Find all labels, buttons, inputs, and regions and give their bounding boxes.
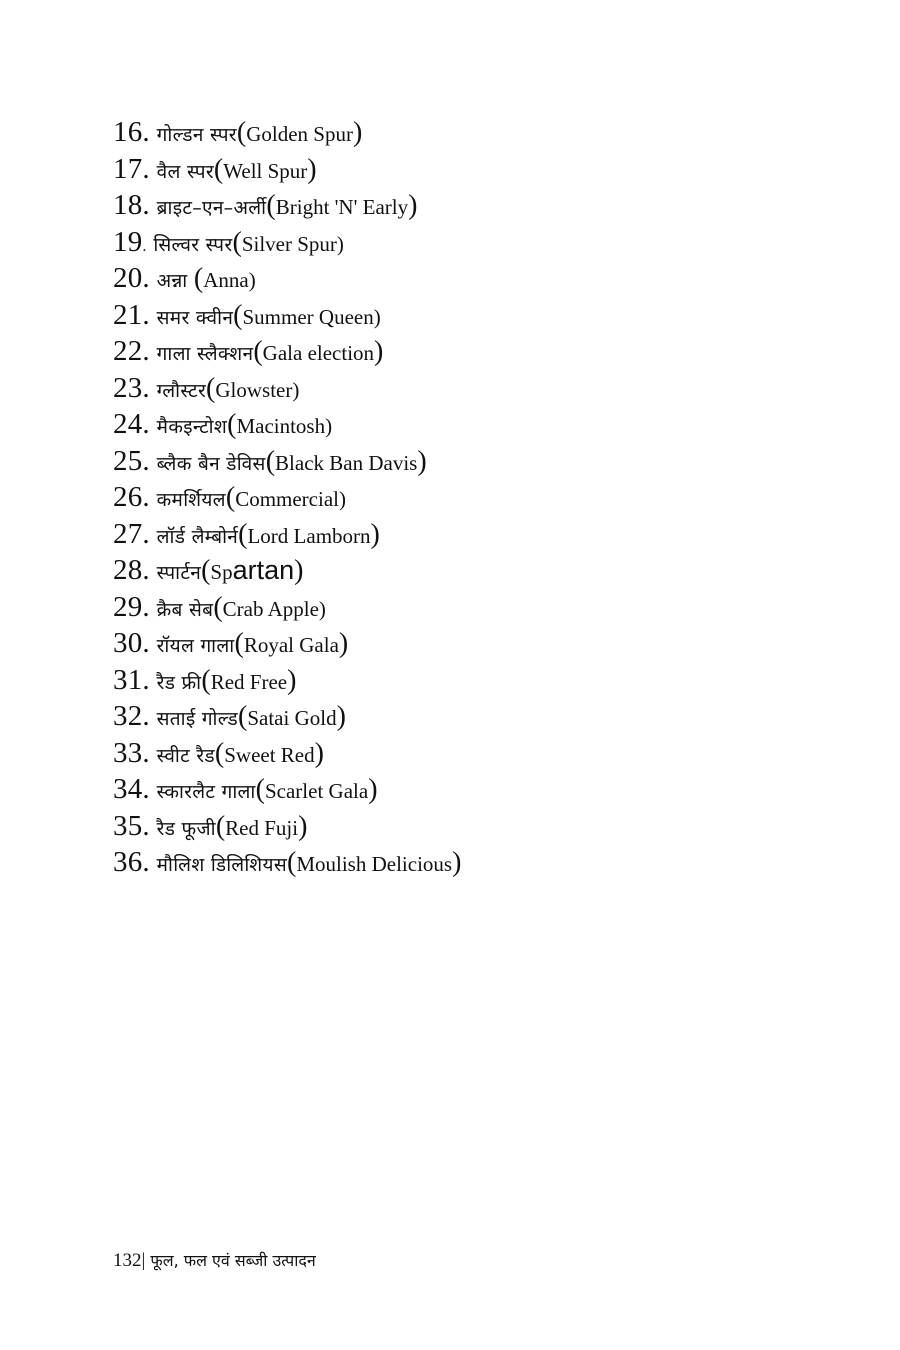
hindi-name: वैल स्पर [156, 160, 214, 183]
item-number: 23 [113, 371, 143, 404]
english-name: Summer Queen [242, 304, 374, 329]
hindi-name: रैड फूजी [156, 817, 216, 840]
close-paren: ) [339, 487, 346, 511]
english-name: Satai Gold [247, 706, 337, 730]
english-name: Silver Spur [241, 231, 337, 256]
item-dot: . [142, 116, 150, 148]
hindi-name: सिल्वर स्पर [153, 233, 233, 256]
list-item [113, 735, 461, 772]
open-paren: ( [236, 117, 247, 148]
list-item [113, 771, 461, 808]
list-item [113, 552, 461, 589]
close-paren: ) [417, 445, 427, 477]
open-paren: ( [238, 701, 248, 732]
list-item [113, 151, 461, 188]
hindi-name: क्रैब सेब [156, 598, 214, 621]
hindi-name: गाला स्लैक्शन [156, 343, 254, 365]
list-item [113, 844, 461, 881]
open-paren: ( [265, 445, 276, 477]
close-paren: ) [294, 555, 304, 586]
item-dot: . [142, 335, 150, 367]
list-item [113, 698, 461, 735]
list-item [113, 808, 461, 845]
close-paren: ) [352, 117, 363, 148]
item-dot: . [142, 262, 150, 294]
english-name: Sp [210, 560, 233, 584]
item-dot: . [142, 152, 150, 185]
open-paren: ( [232, 226, 242, 258]
close-paren: ) [325, 414, 333, 438]
open-paren: ( [287, 847, 297, 878]
english-name: Well Spur [223, 158, 308, 183]
list-item [113, 589, 461, 626]
english-name: Anna [203, 268, 249, 292]
item-number: 36 [113, 846, 143, 878]
item-dot: . [142, 700, 150, 732]
hindi-name: स्कारलैट गाला [156, 781, 256, 803]
item-dot: . [142, 846, 150, 878]
english-name: Red Free [210, 669, 288, 694]
hindi-name: ग्लौस्टर [156, 379, 207, 402]
list-item [113, 406, 461, 443]
hindi-name: स्वीट रैड [156, 744, 215, 767]
close-paren: ) [287, 664, 297, 696]
english-name: Lord Lamborn [247, 523, 371, 548]
close-paren: ) [298, 810, 308, 842]
item-dot: . [142, 663, 150, 696]
item-dot: . [142, 773, 150, 805]
open-paren: ( [233, 299, 243, 331]
english-name: Golden Spur [246, 122, 353, 146]
list-item [113, 224, 461, 261]
close-paren: ) [452, 847, 462, 878]
hindi-name: मैकइन्टोश [156, 416, 228, 438]
close-paren: ) [368, 774, 378, 805]
close-paren: ) [374, 336, 384, 367]
close-paren: ) [314, 737, 324, 769]
hindi-name: समर क्वीन [156, 306, 234, 329]
hindi-name: स्पार्टन [156, 562, 202, 584]
open-paren: ( [213, 591, 223, 623]
english-name: Scarlet Gala [264, 779, 369, 803]
english-name-suffix: artan [232, 555, 295, 585]
item-dot: . [142, 189, 150, 221]
open-paren: ( [201, 555, 211, 586]
hindi-name: सताई गोल्ड [156, 708, 239, 730]
list-item [113, 114, 461, 151]
english-name: Moulish Delicious [296, 852, 453, 876]
item-number: 18 [113, 189, 143, 221]
open-paren: ( [193, 263, 204, 294]
list-item [113, 516, 461, 553]
open-paren: ( [225, 482, 236, 513]
page-footer [113, 1248, 316, 1274]
open-paren: ( [214, 737, 225, 769]
open-paren: ( [215, 810, 226, 842]
open-paren: ( [238, 518, 248, 550]
close-paren: ) [336, 701, 346, 732]
close-paren: ) [338, 628, 349, 659]
list-item [113, 479, 461, 516]
hindi-name: अन्ना [156, 270, 194, 292]
hindi-name: ब्राइट–एन–अर्ली [156, 197, 267, 219]
english-name: Macintosh [236, 414, 326, 438]
open-paren: ( [253, 336, 263, 367]
english-name: Glowster [215, 377, 293, 402]
close-paren: ) [292, 377, 300, 402]
list-item [113, 662, 461, 699]
list-item [113, 260, 461, 297]
item-dot: . [142, 237, 147, 255]
list-item [113, 443, 461, 480]
item-number: 22 [113, 335, 143, 367]
hindi-name: लॉर्ड लैम्बोर्न [156, 525, 239, 548]
open-paren: ( [201, 664, 211, 696]
hindi-name: मौलिश डिलिशियस [156, 854, 287, 876]
close-paren: ) [370, 518, 380, 550]
close-paren: ) [248, 268, 256, 292]
item-dot: . [142, 736, 150, 769]
item-number: 24 [113, 408, 143, 440]
item-number: 19 [113, 225, 143, 258]
list-item [113, 370, 461, 407]
open-paren: ( [213, 153, 224, 185]
open-paren: ( [255, 774, 265, 805]
item-number: 28 [113, 554, 143, 586]
open-paren: ( [206, 372, 216, 404]
item-number: 21 [113, 298, 143, 331]
english-name: Red Fuji [225, 815, 299, 840]
item-number: 34 [113, 773, 143, 805]
open-paren: ( [266, 190, 276, 221]
item-dot: . [142, 554, 150, 586]
item-number: 29 [113, 590, 143, 623]
english-name: Sweet Red [224, 742, 315, 767]
open-paren: ( [234, 628, 244, 659]
item-number: 27 [113, 517, 143, 550]
item-dot: . [142, 481, 150, 513]
close-paren: ) [318, 596, 326, 621]
close-paren: ) [307, 153, 317, 185]
item-number: 32 [113, 700, 143, 732]
item-dot: . [142, 590, 150, 623]
item-number: 20 [113, 262, 143, 294]
english-name: Gala election [262, 341, 375, 365]
item-number: 33 [113, 736, 143, 769]
english-name: Bright 'N' Early [275, 195, 409, 219]
item-dot: . [142, 627, 150, 659]
list-item [113, 333, 461, 370]
hindi-name: कमर्शियल [156, 489, 226, 511]
item-number: 16 [113, 116, 143, 148]
close-paren: ) [408, 190, 418, 221]
list-item [113, 297, 461, 334]
item-number: 35 [113, 809, 143, 842]
hindi-name: गोल्डन स्पर [156, 124, 237, 146]
list-item [113, 187, 461, 224]
hindi-name: रॉयल गाला [156, 635, 235, 657]
item-number: 30 [113, 627, 143, 659]
list-item [113, 625, 461, 662]
item-dot: . [142, 809, 150, 842]
item-number: 26 [113, 481, 143, 513]
close-paren: ) [336, 231, 344, 256]
english-name: Black Ban Davis [275, 450, 418, 475]
apple-variety-list [113, 114, 461, 881]
open-paren: ( [227, 409, 237, 440]
item-dot: . [142, 444, 150, 477]
english-name: Crab Apple [222, 596, 319, 621]
hindi-name: रैड फ्री [156, 671, 202, 694]
item-number: 25 [113, 444, 143, 477]
item-dot: . [142, 371, 150, 404]
item-number: 17 [113, 152, 143, 185]
english-name: Royal Gala [243, 633, 339, 657]
english-name: Commercial [235, 487, 339, 511]
item-dot: . [142, 298, 150, 331]
item-dot: . [142, 408, 150, 440]
hindi-name: ब्लैक बैन डेविस [156, 452, 266, 475]
close-paren: ) [373, 304, 381, 329]
item-number: 31 [113, 663, 143, 696]
book-title: फूल, फल एवं सब्जी उत्पादन [145, 1251, 316, 1270]
item-dot: . [142, 517, 150, 550]
page-number: 132| [113, 1250, 146, 1271]
